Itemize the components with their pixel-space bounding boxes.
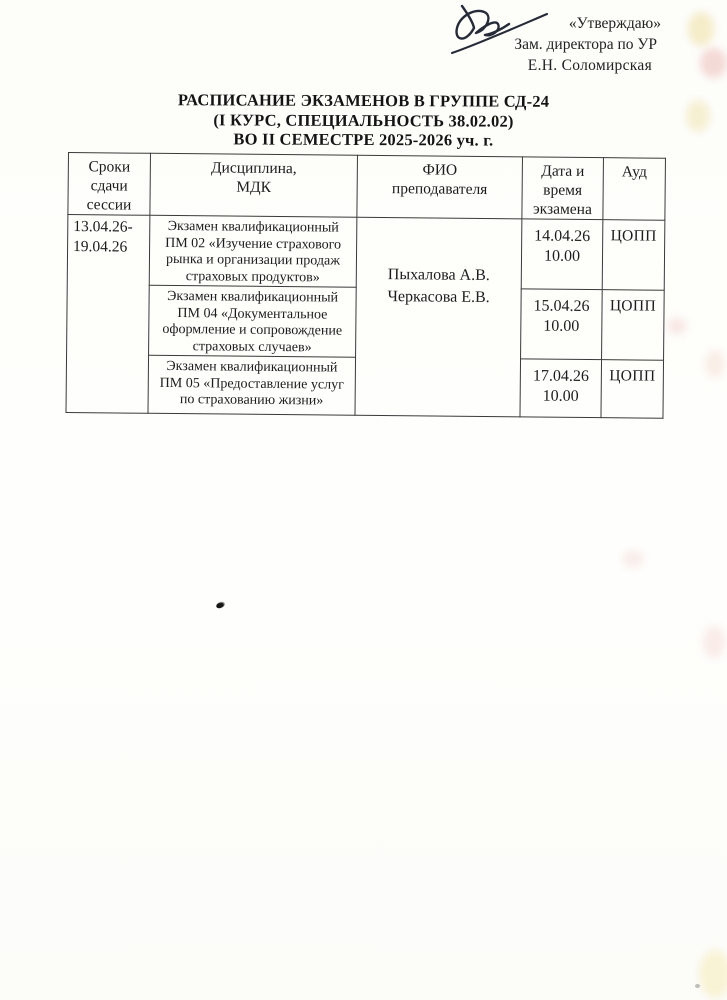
- col-header-room: Ауд: [603, 158, 666, 221]
- room-cell: ЦОПП: [602, 220, 665, 291]
- scan-smudge: [705, 350, 725, 378]
- scan-smudge: [688, 12, 714, 46]
- approval-name: Е.Н. Соломирская: [527, 57, 652, 74]
- table-header-row: [68, 153, 666, 221]
- room-cell: ЦОПП: [601, 360, 664, 419]
- teachers-names: Пыхалова А.В. Черкасова Е.В.: [387, 265, 490, 306]
- scan-smudge: [622, 550, 644, 568]
- ink-speck: [215, 601, 225, 609]
- table-row: [67, 215, 665, 291]
- col-header-discipline: Дисциплина, МДК: [150, 153, 358, 217]
- exam-datetime-cell: 14.04.26 10.00: [521, 219, 603, 290]
- document-title-line-3: ВО II СЕМЕСТРЕ 2025-2026 уч. г.: [233, 129, 494, 150]
- exam-datetime-cell: 17.04.26 10.00: [520, 359, 602, 418]
- col-header-exam-datetime: Дата и время экзамена: [522, 157, 604, 220]
- approval-block: [514, 13, 663, 76]
- dust-speck: [695, 984, 700, 988]
- col-header-session-period: Сроки сдачи сессии: [68, 153, 151, 216]
- document-title-line-2: (I КУРС, СПЕЦИАЛЬНОСТЬ 38.02.02): [213, 109, 514, 131]
- scan-smudge: [703, 626, 725, 658]
- discipline-cell: Экзамен квалификационный ПМ 05 «Предоставление услуг по страхованию жизни»: [148, 355, 356, 415]
- exam-datetime-cell: 15.04.26 10.00: [521, 289, 603, 360]
- document-title: [0, 89, 727, 151]
- teachers-cell: [355, 217, 522, 417]
- room-cell: ЦОПП: [602, 290, 665, 361]
- session-period-cell: 13.04.26- 19.04.26: [66, 215, 150, 414]
- scan-smudge: [699, 950, 727, 998]
- exam-schedule-table: [65, 152, 665, 419]
- approval-position: Зам. директора по УР: [514, 36, 657, 53]
- scan-smudge: [700, 48, 727, 78]
- exam-schedule-table-wrap: [65, 152, 665, 419]
- scan-smudge: [668, 318, 686, 334]
- discipline-cell: Экзамен квалификационный ПМ 02 «Изучение страхового рынка и организации продаж страховых продуктов»: [149, 215, 357, 287]
- document-title-line-1: РАСПИСАНИЕ ЭКЗАМЕНОВ В ГРУППЕ СД-24: [177, 90, 550, 111]
- discipline-cell: Экзамен квалификационный ПМ 04 «Документальное оформление и сопровождение страховых случаев»: [149, 285, 357, 357]
- approval-stamp: «Утверждаю»: [568, 15, 661, 32]
- col-header-teacher: ФИО преподавателя: [357, 155, 523, 219]
